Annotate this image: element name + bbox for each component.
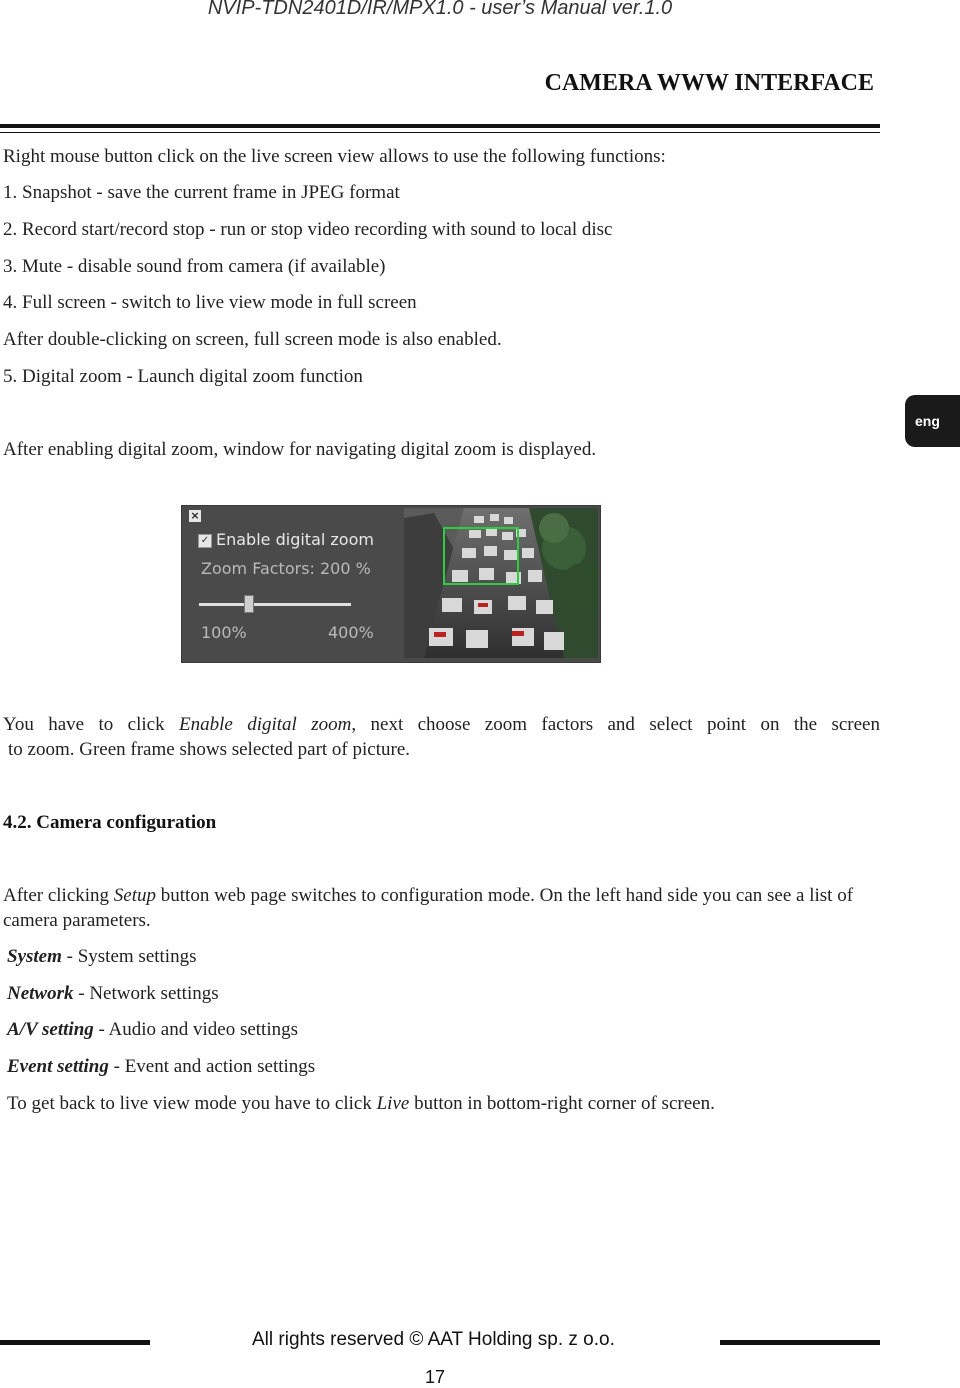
para-text: button web page switches to configuration mode. On the left hand side you can see a list of camera parameters. bbox=[3, 885, 854, 931]
setup-reference: Setup bbox=[113, 885, 157, 906]
zoom-slider-thumb[interactable] bbox=[244, 595, 254, 613]
function-item-mute: 3. Mute - disable sound from camera (if available) bbox=[3, 256, 386, 277]
footer-rights: All rights reserved © AAT Holding sp. z o.o. bbox=[252, 1329, 615, 1350]
para-text: To get back to live view mode you have to click bbox=[7, 1093, 377, 1114]
zoom-slider-track[interactable] bbox=[199, 603, 351, 606]
config-heading: 4.2. Camera configuration bbox=[3, 812, 217, 833]
page-number: 17 bbox=[425, 1367, 446, 1387]
fullscreen-note: After double-clicking on screen, full screen mode is also enabled. bbox=[3, 329, 502, 350]
param-network bbox=[7, 983, 219, 1005]
intro-text: Right mouse button click on the live screen view allows to use the following functions: bbox=[3, 146, 666, 167]
param-desc: - Event and action settings bbox=[108, 1056, 316, 1077]
zoom-max-label: 400% bbox=[328, 623, 374, 642]
language-tab: eng bbox=[905, 395, 960, 447]
param-event-setting bbox=[7, 1056, 315, 1078]
section-title: CAMERA WWW INTERFACE bbox=[544, 70, 874, 96]
header-rule-thick bbox=[0, 124, 880, 128]
para-text: , next choose zoom factors and select point on the screen bbox=[351, 714, 880, 735]
digital-zoom-panel bbox=[181, 505, 601, 663]
live-view-thumbnail[interactable] bbox=[404, 508, 598, 658]
enable-zoom-line1 bbox=[3, 712, 880, 737]
manual-title: NVIP-TDN2401D/IR/MPX1.0 - user’s Manual ver.1.0 bbox=[207, 0, 673, 19]
function-item-digital-zoom: 5. Digital zoom - Launch digital zoom function bbox=[3, 366, 363, 387]
zoom-note: After enabling digital zoom, window for navigating digital zoom is displayed. bbox=[3, 439, 597, 460]
zoom-factors-label: Zoom Factors: 200 % bbox=[201, 559, 371, 578]
param-name: A/V setting bbox=[7, 1019, 94, 1040]
para-text: button in bottom-right corner of screen. bbox=[409, 1093, 715, 1114]
param-desc: - Audio and video settings bbox=[93, 1019, 298, 1040]
enable-zoom-label[interactable]: Enable digital zoom bbox=[216, 530, 374, 549]
footer-bar-right bbox=[720, 1340, 880, 1345]
street-traffic-image bbox=[404, 508, 598, 658]
setup-paragraph bbox=[3, 883, 880, 933]
zoom-min-label: 100% bbox=[201, 623, 247, 642]
header-rule-thin bbox=[0, 132, 880, 133]
param-system bbox=[7, 946, 196, 968]
back-to-live-text bbox=[7, 1093, 715, 1115]
function-item-fullscreen: 4. Full screen - switch to live view mode in full screen bbox=[3, 292, 417, 313]
param-desc: - System settings bbox=[61, 946, 197, 967]
enable-zoom-line2: to zoom. Green frame shows selected part of picture. bbox=[8, 739, 411, 760]
footer-bar-left bbox=[0, 1340, 150, 1345]
param-desc: - Network settings bbox=[73, 983, 219, 1004]
param-av-setting bbox=[7, 1019, 298, 1041]
close-icon[interactable]: × bbox=[190, 509, 200, 522]
param-name: Event setting bbox=[7, 1056, 109, 1077]
function-item-record: 2. Record start/record stop - run or stop video recording with sound to local disc bbox=[3, 219, 613, 240]
enable-zoom-paragraph bbox=[3, 712, 880, 762]
para-text: After clicking bbox=[3, 885, 114, 906]
function-item-snapshot: 1. Snapshot - save the current frame in JPEG format bbox=[3, 182, 400, 203]
enable-zoom-checkbox[interactable]: ✓ bbox=[198, 534, 212, 548]
param-name: Network bbox=[7, 983, 74, 1004]
para-text: You have to click bbox=[3, 714, 179, 735]
live-reference: Live bbox=[376, 1093, 410, 1114]
param-name: System bbox=[7, 946, 62, 967]
enable-zoom-reference: Enable digital zoom bbox=[179, 714, 352, 735]
